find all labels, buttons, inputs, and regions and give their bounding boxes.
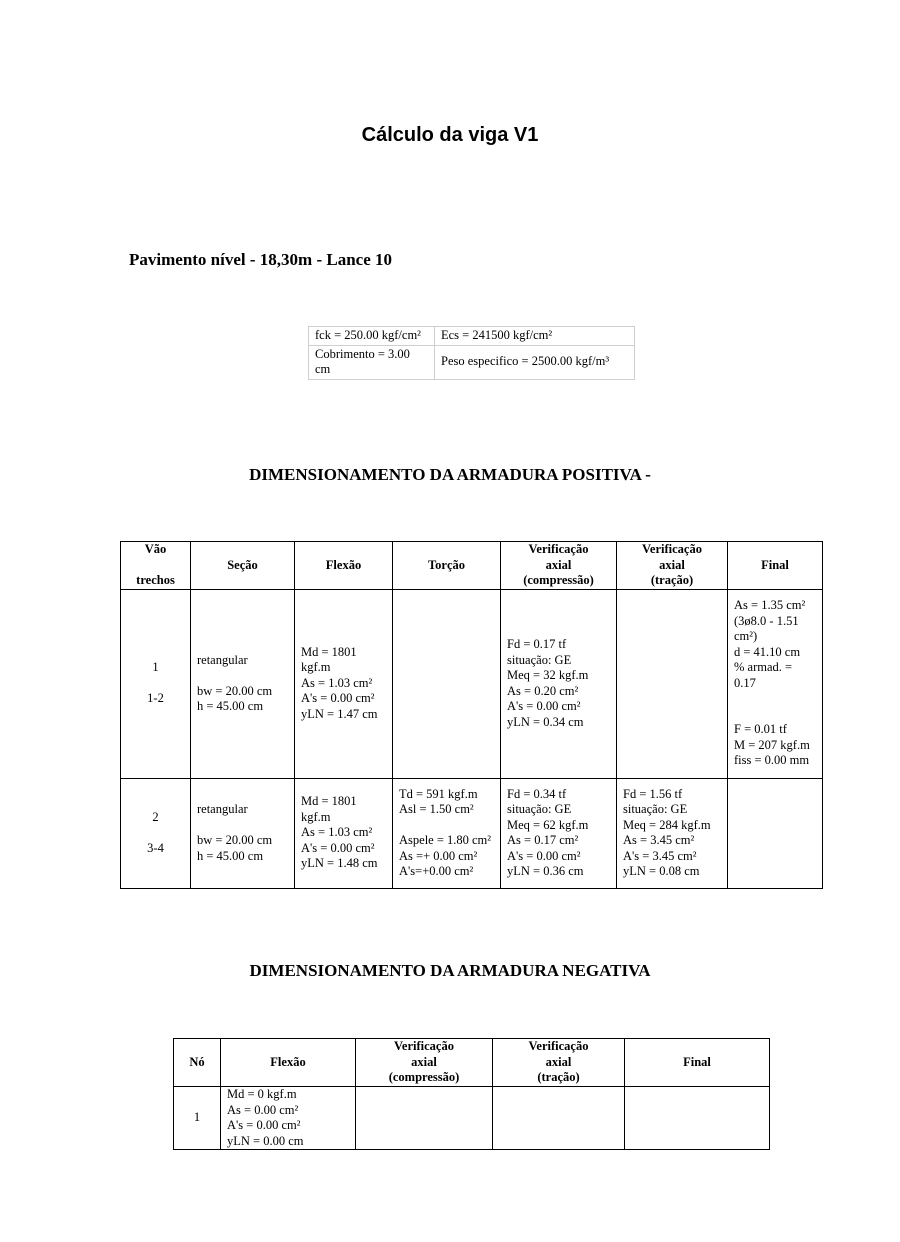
header-trechos-label: trechos bbox=[136, 573, 175, 587]
header-flexao: Flexão bbox=[295, 542, 393, 590]
compressao-cell: Fd = 0.17 tf situação: GE Meq = 32 kgf.m As = 0.20 cm² A's = 0.00 cm² yLN = 0.34 cm bbox=[501, 589, 617, 778]
tracao-cell bbox=[493, 1087, 625, 1150]
header-flexao: Flexão bbox=[221, 1039, 356, 1087]
table-header-row bbox=[174, 1039, 770, 1087]
secao-cell: retangular bw = 20.00 cm h = 45.00 cm bbox=[191, 589, 295, 778]
material-properties-table bbox=[308, 326, 635, 380]
final-cell: As = 1.35 cm² (3ø8.0 - 1.51 cm²) d = 41.10 cm % armad. = 0.17 F = 0.01 tf M = 207 kgf.m fiss = 0.00 mm bbox=[728, 589, 823, 778]
vao-trecho-cell: 2 3-4 bbox=[121, 778, 191, 888]
table-header-row bbox=[121, 542, 823, 590]
tracao-cell: Fd = 1.56 tf situação: GE Meq = 284 kgf.m As = 3.45 cm² A's = 3.45 cm² yLN = 0.08 cm bbox=[617, 778, 728, 888]
table-row bbox=[121, 589, 823, 778]
header-secao: Seção bbox=[191, 542, 295, 590]
floor-subtitle: Pavimento nível - 18,30m - Lance 10 bbox=[129, 250, 392, 269]
header-verif-compressao: Verificação axial (compressão) bbox=[501, 542, 617, 590]
compressao-cell bbox=[356, 1087, 493, 1150]
ecs-cell: Ecs = 241500 kgf/cm² bbox=[435, 327, 635, 346]
final-cell bbox=[625, 1087, 770, 1150]
negative-reinforcement-table bbox=[173, 1038, 770, 1150]
header-verif-compressao: Verificação axial (compressão) bbox=[356, 1039, 493, 1087]
positive-reinforcement-table bbox=[120, 541, 823, 889]
no-cell: 1 bbox=[174, 1087, 221, 1150]
header-vao-label: Vão bbox=[144, 542, 167, 556]
header-vao bbox=[121, 542, 191, 590]
final-cell bbox=[728, 778, 823, 888]
secao-cell: retangular bw = 20.00 cm h = 45.00 cm bbox=[191, 778, 295, 888]
header-verif-tracao: Verificação axial (tração) bbox=[617, 542, 728, 590]
table-row bbox=[121, 778, 823, 888]
negative-reinforcement-heading: DIMENSIONAMENTO DA ARMADURA NEGATIVA bbox=[249, 961, 651, 980]
header-torcao: Torção bbox=[393, 542, 501, 590]
vao-trecho-cell: 1 1-2 bbox=[121, 589, 191, 778]
tracao-cell bbox=[617, 589, 728, 778]
compressao-cell: Fd = 0.34 tf situação: GE Meq = 62 kgf.m As = 0.17 cm² A's = 0.00 cm² yLN = 0.36 cm bbox=[501, 778, 617, 888]
header-final: Final bbox=[625, 1039, 770, 1087]
flexao-cell: Md = 1801 kgf.m As = 1.03 cm² A's = 0.00 cm² yLN = 1.47 cm bbox=[295, 589, 393, 778]
positive-reinforcement-heading: DIMENSIONAMENTO DA ARMADURA POSITIVA - bbox=[249, 465, 651, 484]
header-verif-tracao: Verificação axial (tração) bbox=[493, 1039, 625, 1087]
torcao-cell: Td = 591 kgf.m Asl = 1.50 cm² Aspele = 1.80 cm² As =+ 0.00 cm² A's=+0.00 cm² bbox=[393, 778, 501, 888]
flexao-cell: Md = 0 kgf.m As = 0.00 cm² A's = 0.00 cm² yLN = 0.00 cm bbox=[221, 1087, 356, 1150]
cobrimento-cell: Cobrimento = 3.00 cm bbox=[309, 345, 435, 379]
fck-cell: fck = 250.00 kgf/cm² bbox=[309, 327, 435, 346]
page-title: Cálculo da viga V1 bbox=[361, 124, 539, 146]
header-no: Nó bbox=[174, 1039, 221, 1087]
table-row bbox=[174, 1087, 770, 1150]
torcao-cell bbox=[393, 589, 501, 778]
peso-especifico-cell: Peso especifico = 2500.00 kgf/m³ bbox=[435, 345, 635, 379]
flexao-cell: Md = 1801 kgf.m As = 1.03 cm² A's = 0.00 cm² yLN = 1.48 cm bbox=[295, 778, 393, 888]
header-final: Final bbox=[728, 542, 823, 590]
